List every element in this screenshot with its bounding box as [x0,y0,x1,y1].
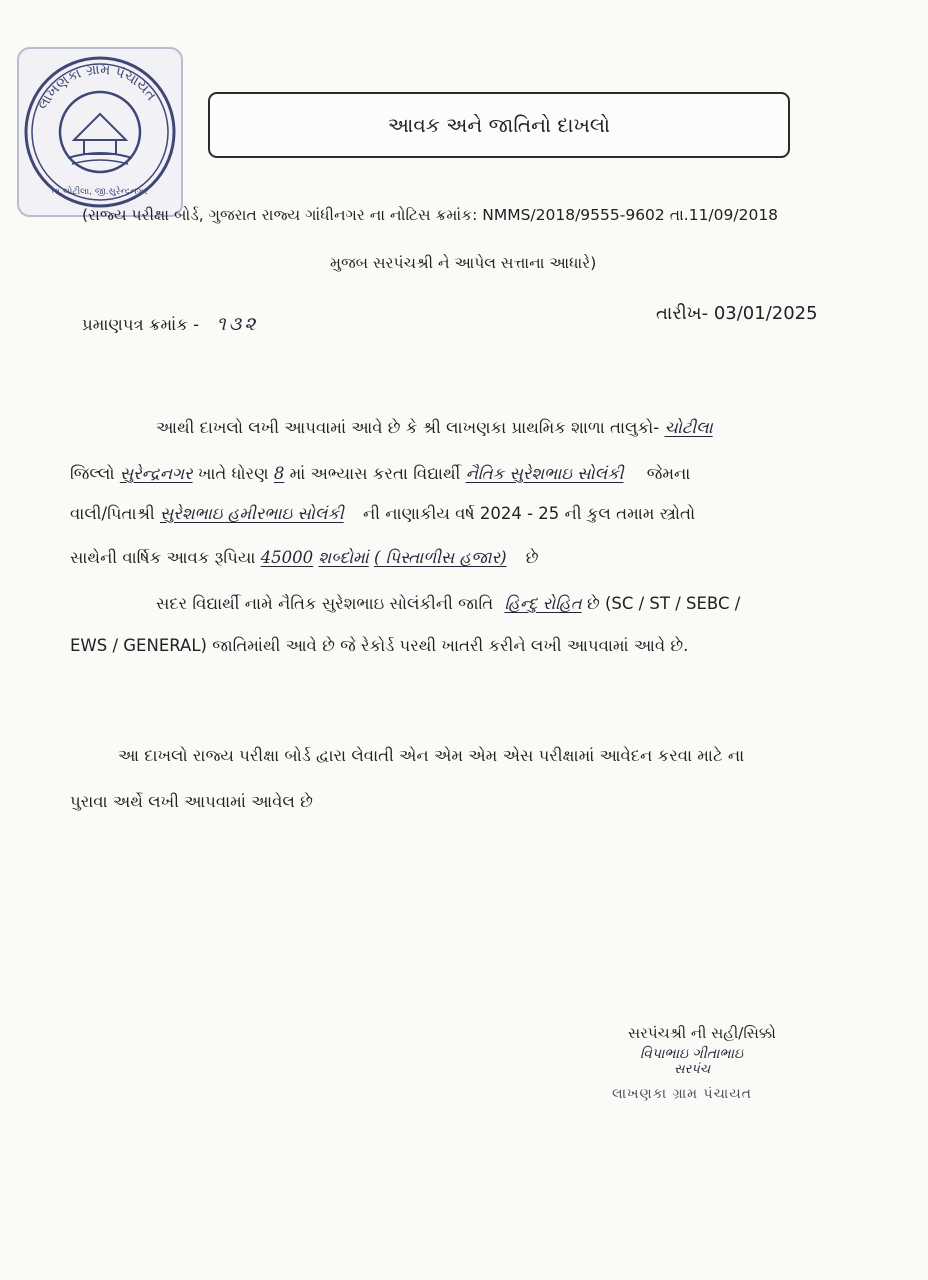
seal-lower-text: તા.ચોટીલા, જી.સુરેન્દ્રનગર [51,187,149,197]
para3-line-1: આ દાખલો રાજ્ય પરીક્ષા બોર્ડ દ્વારા લેવાતી એન એમ એમ એસ પરીક્ષામાં આવેદન કરવા માટે ના [118,746,745,765]
district-value: સુરેન્દ્રનગર [119,464,193,483]
para2-line-2: EWS / GENERAL) જાતિમાંથી આવે છે જે રેકોર્ડ પરથી ખાતરી કરીને લખી આપવામાં આવે છે. [70,636,689,655]
notice-line-2: મુજબ સરપંચશ્રી ને આપેલ સત્તાના આધારે) [330,254,597,272]
guardian-name-value: સુરેશભાઇ હમીરભાઇ સોલંકી [159,504,344,523]
para1-line-4 [70,548,539,568]
para1-text: વાલી/પિતાશ્રી [70,504,155,523]
signatory-role: સરપંચ [674,1062,711,1077]
certificate-number-label: પ્રમાણપત્ર ક્રમાંક - [82,315,200,334]
signature-handwriting [620,1040,743,1077]
income-value: 45000 [260,548,314,567]
para1-line-2 [70,464,690,484]
date-label: તારીખ- [656,303,709,324]
signature-label: સરપંચશ્રી ની સહી/સિક્કો [628,1024,776,1042]
income-words-label: શબ્દોમાં [318,548,369,567]
student-name-value: નૈતિક સુરેશભાઇ સોલંકી [465,464,624,483]
para1-text: છે [525,548,539,567]
standard-value: 8 [273,464,285,483]
para2-text: સદર વિદ્યાર્થી નામે નૈતિક સુરેશભાઇ સોલંકીની જાતિ [156,594,494,613]
para1-text: સાથેની વાર્ષિક આવક રૂપિયા [70,548,256,567]
para2-text: છે (SC / ST / SEBC / [586,594,741,613]
gram-panchayat-seal [14,44,186,220]
para1-line-3 [70,504,695,524]
para1-text: આથી દાખલો લખી આપવામાં આવે છે કે શ્રી લાખણકા પ્રાથમિક શાળા તાલુકો- [156,418,660,437]
income-words-value: ( પિસ્તાળીસ હજાર) [373,548,507,567]
para1-text: જેમના [646,464,691,483]
caste-value: હિન્દુ રોહિત [504,594,582,613]
date-value: 03/01/2025 [713,303,818,324]
panchayat-stamp-text: લાખણકા ગ્રામ પંચાયત [612,1086,752,1102]
para3-line-2: પુરાવા અર્થે લખી આપવામાં આવેલ છે [70,792,313,811]
document-title: આવક અને જાતિનો દાખલો [208,92,790,158]
para1-text: ની નાણાકીય વર્ષ 2024 - 25 ની કુલ તમામ સ્ત્રોતો [362,504,696,523]
para1-text: માં અભ્યાસ કરતા વિદ્યાર્થી [289,464,461,483]
date-row [656,303,818,324]
taluka-value: ચોટીલા [664,418,713,437]
certificate-number-row [82,313,258,335]
para1-line-1 [156,418,713,438]
seal-ring-text: લાખણકા ગ્રામ પંચાયત [35,61,160,113]
para1-text: ખાતે ધોરણ [197,464,269,483]
para2-line-1 [156,594,740,614]
certificate-number-value: ૧૩૨ [216,313,259,335]
notice-line-1: (રાજ્ય પરીક્ષા બોર્ડ, ગુજરાત રાજ્ય ગાંધીનગર ના નોટિસ ક્રમાંક: NMMS/2018/9555-9602 તા.11/09/2018 [82,206,779,224]
signatory-name: વિપાભાઇ ગીતાભાઇ [640,1046,744,1062]
para1-text: જિલ્લો [70,464,115,483]
